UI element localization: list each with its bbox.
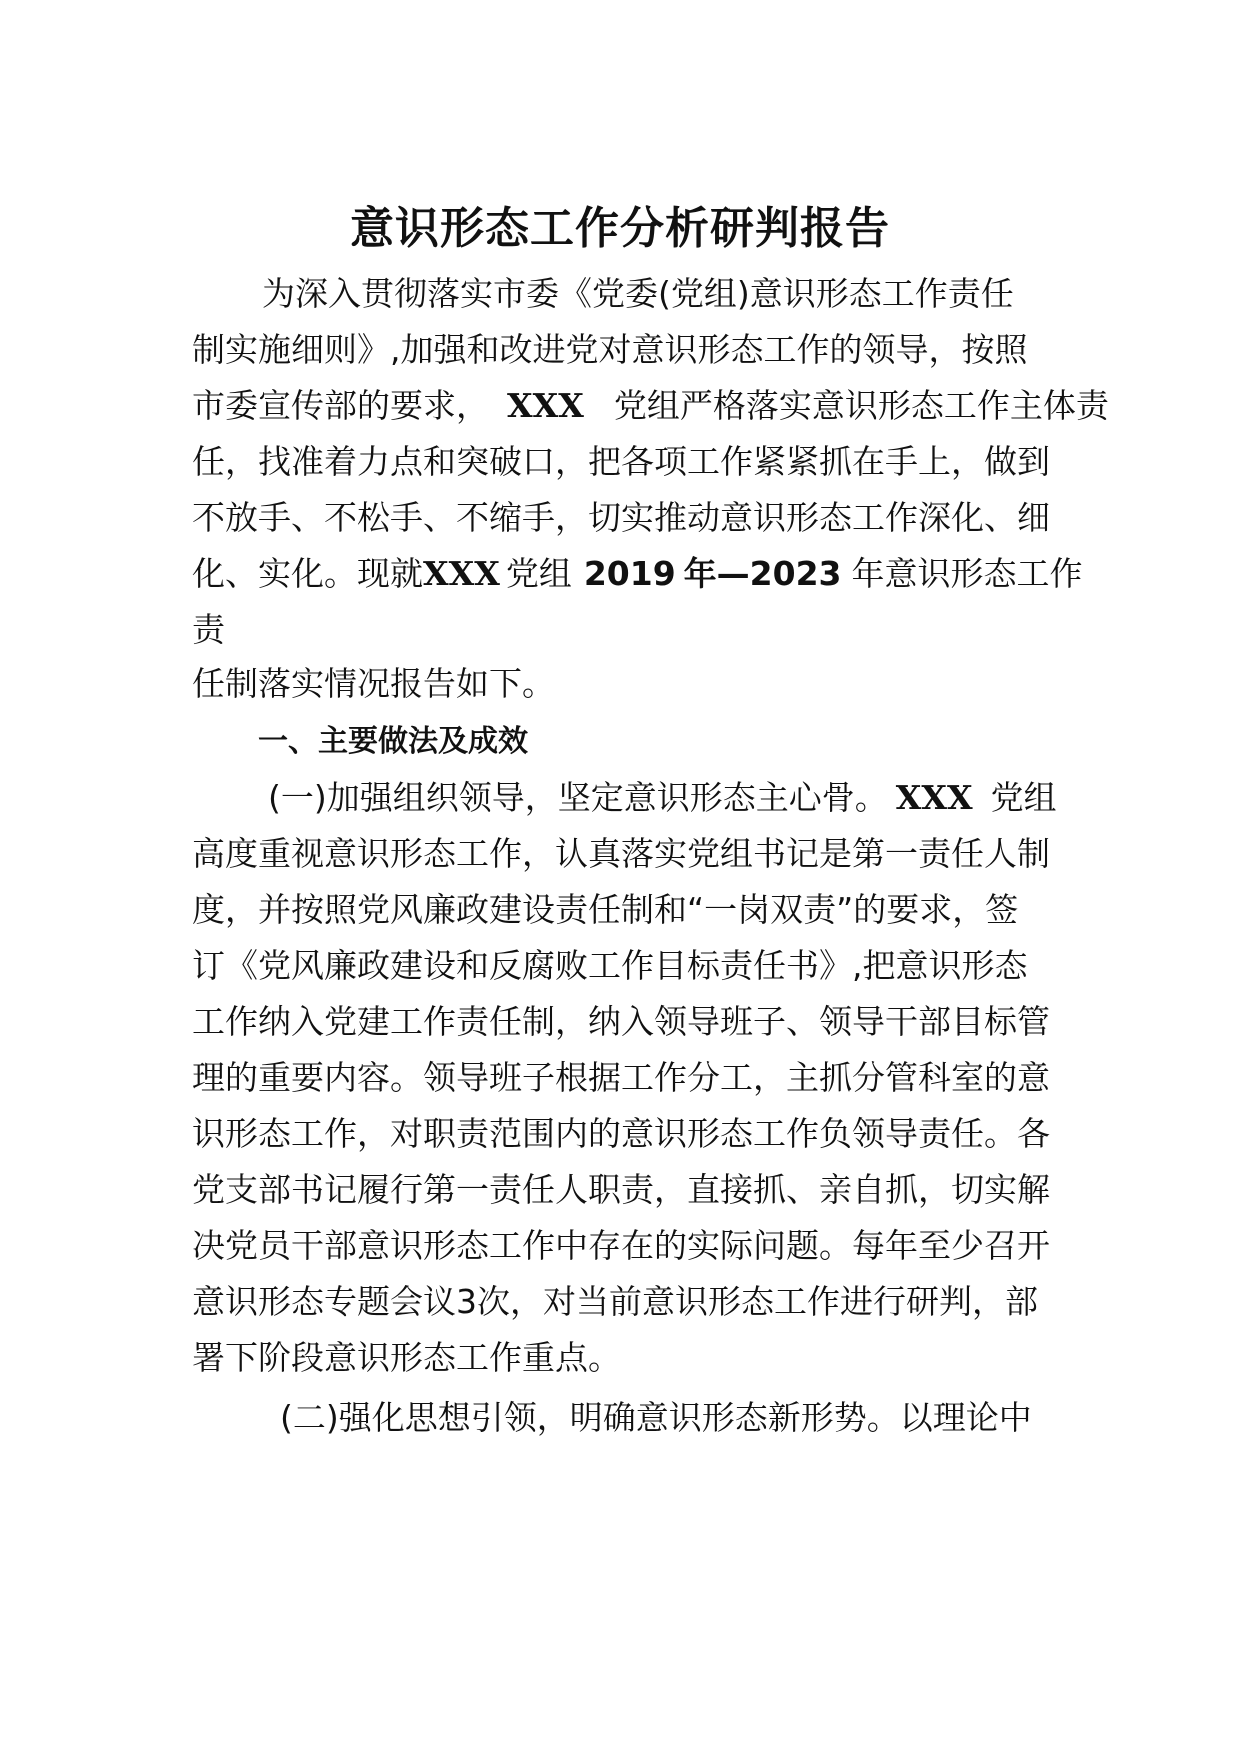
year-range-end: 年—2023 [683,554,842,593]
para1-line-5: 工作纳入党建工作责任制，纳入领导班子、领导干部目标管 [192,1002,1050,1041]
para1-line-9: 决党员干部意识形态工作中存在的实际问题。每年至少召开 [192,1226,1050,1265]
para1-line-3: 度，并按照党风廉政建设责任制和“一岗双责”的要求，签 [192,890,1019,929]
para1-line-4: 订《党风廉政建设和反腐败工作目标责任书》,把意识形态 [192,946,1028,985]
intro-line-6-text-f: 年意识形态工作 [851,554,1083,593]
intro-line-2: 制实施细则》,加强和改进党对意识形态工作的领导，按照 [192,330,1028,369]
intro-line-3-text-c: 党组严格落实意识形态工作主体责 [613,386,1109,425]
intro-line-1: 为深入贯彻落实市委《党委(党组)意识形态工作责任 [262,274,1014,313]
intro-line-6-text-c: 党组 [505,554,572,593]
org-placeholder: XXX [507,386,584,425]
para1-line-8: 党支部书记履行第一责任人职责，直接抓、亲自抓，切实解 [192,1170,1050,1209]
para1-line-1 [268,778,1057,818]
subsection-heading: (一)加强组织领导，坚定意识形态主心骨。 [268,778,888,817]
para1-line-10: 意识形态专题会议3次，对当前意识形态工作进行研判，部 [192,1282,1038,1321]
section-heading: 一、主要做法及成效 [258,724,528,759]
para1-line-11: 署下阶段意识形态工作重点。 [192,1338,621,1377]
intro-line-3 [192,386,1109,426]
intro-line-7: 责 [192,610,225,649]
document-title: 意识形态工作分析研判报告 [350,203,890,254]
para1-line-2: 高度重视意识形态工作，认真落实党组书记是第一责任人制 [192,834,1050,873]
intro-line-4: 任，找准着力点和突破口，把各项工作紧紧抓在手上，做到 [192,442,1050,481]
para2-line-1: (二)强化思想引领，明确意识形态新形势。以理论中 [280,1398,1032,1437]
intro-line-3-text-a: 市委宣传部的要求， [192,386,489,425]
para1-line-1-text-c: 党组 [990,778,1057,817]
intro-line-8: 任制落实情况报告如下。 [192,664,555,703]
intro-line-5: 不放手、不松手、不缩手，切实推动意识形态工作深化、细 [192,498,1050,537]
intro-line-6 [192,554,1083,594]
year-start: 2019 [583,554,676,593]
para1-line-6: 理的重要内容。领导班子根据工作分工，主抓分管科室的意 [192,1058,1050,1097]
org-placeholder: XXX [423,554,500,593]
org-placeholder: XXX [895,778,973,817]
para1-line-7: 识形态工作，对职责范围内的意识形态工作负领导责任。各 [192,1114,1050,1153]
intro-line-6-text-a: 化、实化。现就 [192,554,423,593]
